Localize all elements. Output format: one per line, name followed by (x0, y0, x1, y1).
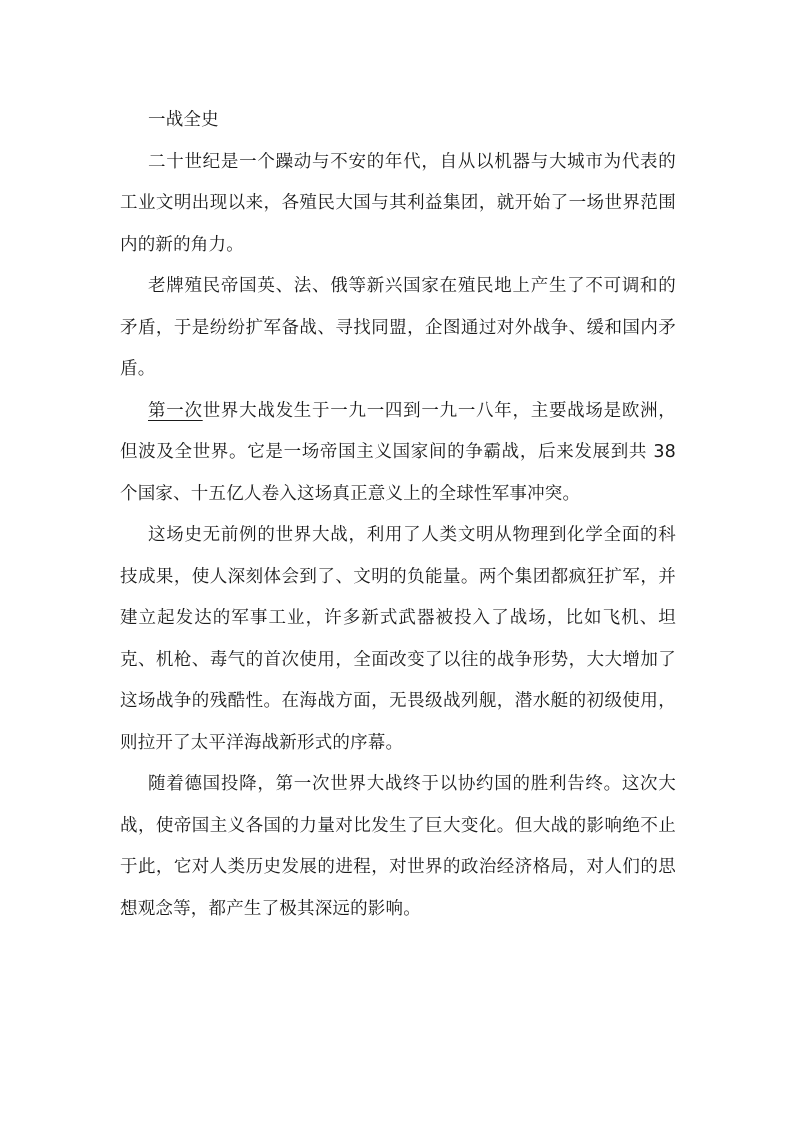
paragraph-intro: 二十世纪是一个躁动与不安的年代，自从以机器与大城市为代表的工业文明出现以来，各殖民大国与其利益集团，就开始了一场世界范围内的新的角力。 (120, 151, 676, 255)
paragraph-colonial-conflict: 老牌殖民帝国英、法、俄等新兴国家在殖民地上产生了不可调和的矛盾，于是纷纷扩军备战、寻找同盟，企图通过对外战争、缓和国内矛盾。 (120, 276, 676, 379)
underlined-phrase: 第一次 (148, 400, 203, 421)
paragraph-war-overview (120, 391, 676, 516)
document-body (120, 100, 676, 930)
paragraph-conclusion: 随着德国投降，第一次世界大战终于以协约国的胜利告终。这次大战，使帝国主义各国的力量对比发生了巨大变化。但大战的影响绝不止于此，它对人类历史发展的进程，对世界的政治经济格局，对人们的思想观念等，都产生了极其深远的影响。 (120, 774, 676, 919)
paragraph-technology: 这场史无前例的世界大战，利用了人类文明从物理到化学全面的科技成果，使人深刻体会到了、文明的负能量。两个集团都疯狂扩军，并建立起发达的军事工业，许多新式武器被投入了战场，比如飞机、坦克、机枪、毒气的首次使用，全面改变了以往的战争形势，大大增加了这场战争的残酷性。在海战方面，无畏级战列舰，潜水艇的初级使用，则拉开了太平洋海战新形式的序幕。 (120, 525, 676, 753)
paragraph-war-overview-text: 世界大战发生于一九一四到一九一八年，主要战场是欧洲，但波及全世界。它是一场帝国主义国家间的争霸战，后来发展到共 38 个国家、十五亿人卷入这场真正意义上的全球性军事冲突。 (120, 400, 676, 504)
document-title: 一战全史 (148, 110, 219, 130)
